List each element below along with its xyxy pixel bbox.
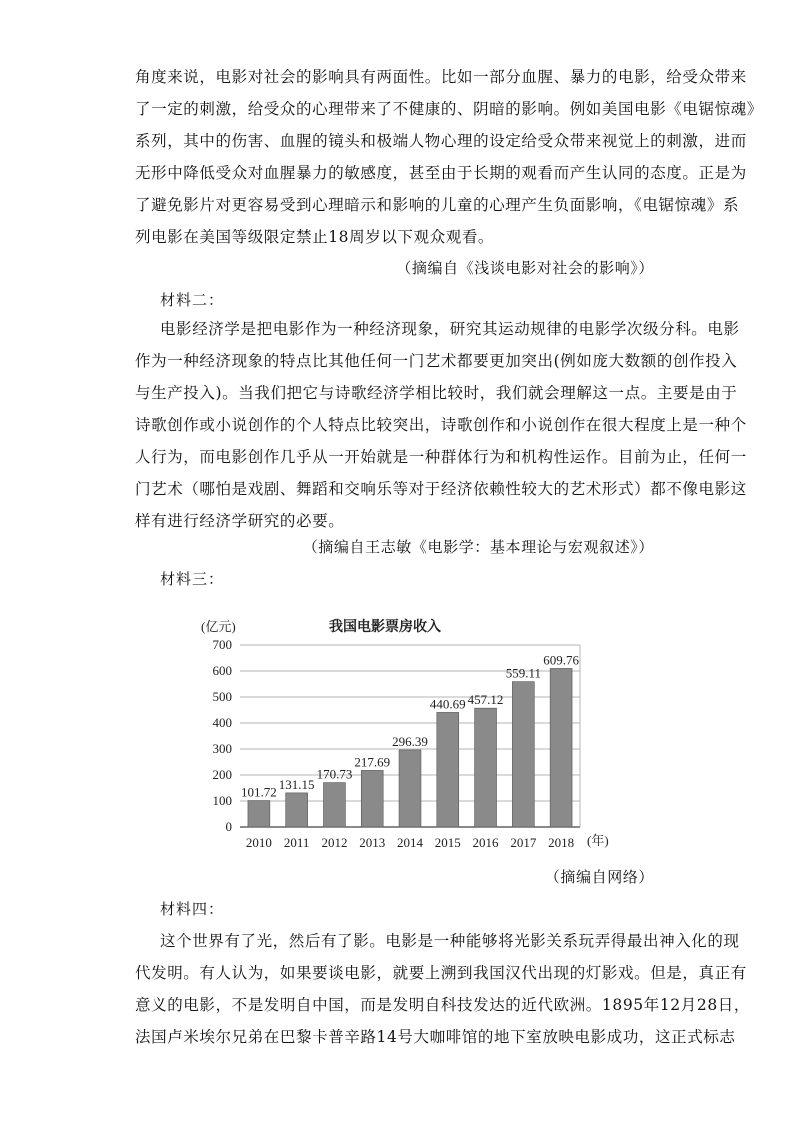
- bar-2013: [361, 770, 383, 827]
- x-tick-label: 2012: [321, 835, 348, 850]
- x-tick-label: 2017: [510, 835, 537, 850]
- box-office-bar-chart: [195, 605, 615, 855]
- text-line: 人行为，而电影创作几乎从一开始就是一种群体行为和机构性运作。目前为止，任何一: [135, 448, 747, 466]
- text-line: 角度来说，电影对社会的影响具有两面性。比如一部分血腥、暴力的电影，给受众带来: [135, 68, 747, 86]
- y-tick-label: 0: [225, 819, 232, 834]
- x-tick-label: 2014: [397, 835, 423, 850]
- bar-2014: [399, 750, 421, 827]
- source-citation-2: （摘编自王志敏《电影学：基本理论与宏观叙述》）: [302, 538, 654, 556]
- source-citation-3: （摘编自网络）: [544, 868, 654, 886]
- bar-2017: [512, 682, 534, 827]
- y-tick-label: 700: [212, 637, 232, 652]
- bar-value-label: 131.15: [278, 776, 315, 792]
- text-line: 系列，其中的伤害、血腥的镜头和极端人物心理的设定给受众带来视觉上的刺激，进而: [135, 132, 747, 150]
- x-axis-unit-label: (年): [587, 833, 609, 848]
- text-line: 无形中降低受众对血腥暴力的敏感度，甚至由于长期的观看而产生认同的态度。正是为: [135, 164, 747, 182]
- x-tick-label: 2010: [245, 835, 272, 850]
- text-line: 这个世界有了光，然后有了影。电影是一种能够将光影关系玩弄得最出神入化的现: [160, 932, 740, 950]
- material-3-label: 材料三：: [160, 570, 225, 588]
- text-line: 诗歌创作或小说创作的个人特点比较突出，诗歌创作和小说创作在很大程度上是一种个: [135, 416, 747, 434]
- text-line: 意义的电影，不是发明自中国，而是发明自科技发达的近代欧洲。1895年12月28日，: [135, 996, 750, 1014]
- x-tick-label: 2013: [359, 835, 386, 850]
- bar-2010: [248, 801, 270, 827]
- x-tick-label: 2011: [283, 835, 310, 850]
- y-tick-label: 300: [212, 741, 232, 756]
- x-tick-label: 2018: [548, 835, 575, 850]
- text-line: 列电影在美国等级限定禁止18周岁以下观众观看。: [135, 228, 495, 246]
- bar-2018: [550, 668, 572, 827]
- x-tick-label: 2016: [472, 835, 499, 850]
- bar-value-label: 440.69: [429, 696, 466, 712]
- bar-value-label: 609.76: [543, 652, 579, 668]
- text-line: 门艺术（哪怕是戏剧、舞蹈和交响乐等对于经济依赖性较大的艺术形式）都不像电影这: [135, 480, 747, 498]
- material-2-label: 材料二：: [160, 291, 225, 309]
- text-line: 电影经济学是把电影作为一种经济现象，研究其运动规律的电影学次级分科。电影: [160, 320, 740, 338]
- x-tick-label: 2015: [434, 835, 461, 850]
- bar-2012: [323, 783, 345, 827]
- text-line: 法国卢米埃尔兄弟在巴黎卡普辛路14号大咖啡馆的地下室放映电影成功，这正式标志: [135, 1028, 736, 1046]
- material-4-label: 材料四：: [160, 900, 225, 918]
- text-line: 与生产投入)。当我们把它与诗歌经济学相比较时，我们就会理解这一点。主要是由于: [135, 384, 738, 402]
- text-line: 了一定的刺激，给受众的心理带来了不健康的、阴暗的影响。例如美国电影《电锯惊魂》: [135, 100, 763, 118]
- chart-title: 我国电影票房收入: [329, 620, 441, 635]
- bar-2011: [286, 793, 308, 827]
- text-line: 了避免影片对更容易受到心理暗示和影响的儿童的心理产生负面影响，《电锯惊魂》系: [135, 196, 740, 214]
- bar-value-label: 170.73: [316, 766, 353, 782]
- bar-value-label: 559.11: [505, 665, 541, 681]
- bar-value-label: 101.72: [241, 784, 277, 800]
- y-tick-label: 400: [212, 715, 232, 730]
- y-tick-label: 500: [212, 689, 232, 704]
- y-axis-unit-label: (亿元): [201, 619, 236, 634]
- bar-value-label: 296.39: [392, 733, 428, 749]
- text-line: 作为一种经济现象的特点比其他任何一门艺术都要更加突出(例如庞大数额的创作投入: [135, 352, 738, 370]
- y-tick-label: 600: [212, 663, 232, 678]
- y-tick-label: 200: [212, 767, 232, 782]
- bar-value-label: 457.12: [467, 692, 504, 708]
- bar-2015: [437, 712, 459, 827]
- bar-2016: [475, 708, 497, 827]
- text-line: 代发明。有人认为，如果要谈电影，就要上溯到我国汉代出现的灯影戏。但是，真正有: [135, 964, 747, 982]
- text-line: 样有进行经济学研究的必要。: [135, 512, 345, 530]
- bar-value-label: 217.69: [354, 754, 391, 770]
- y-tick-label: 100: [212, 793, 232, 808]
- source-citation-1: （摘编自《浅谈电影对社会的影响》）: [396, 259, 654, 277]
